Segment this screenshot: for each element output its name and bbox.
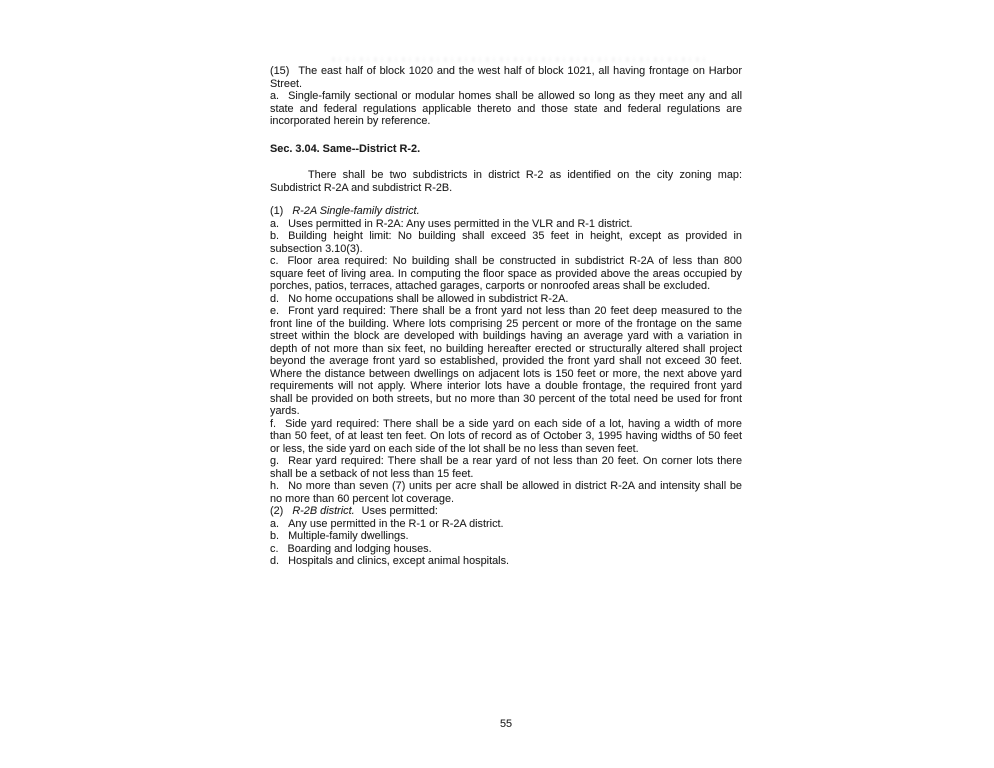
item-label: b. <box>270 530 280 542</box>
ordinance-item-2 <box>270 505 742 518</box>
item-text: Building height limit: No building shall exceed 35 feet in height, except as provided in subsection 3.10(3). <box>270 230 742 255</box>
item-text-italic: R-2B district. <box>292 505 355 517</box>
ordinance-item-2a <box>270 518 742 531</box>
item-text: Uses permitted in R-2A: Any uses permitted in the VLR and R-1 district. <box>288 217 633 230</box>
item-text: Rear yard required: There shall be a rear yard of not less than 20 feet. On corner lots there shall be a setback of not less than 15 feet. <box>270 455 742 480</box>
ordinance-item-1g <box>270 455 742 480</box>
item-text: Hospitals and clinics, except animal hospitals. <box>288 555 510 567</box>
ordinance-item-2b <box>270 530 742 543</box>
item-label: a. <box>270 217 280 230</box>
page-number: 55 <box>499 718 513 730</box>
ordinance-item-2d <box>270 555 742 568</box>
item-label: a. <box>270 90 280 102</box>
item-label: f. <box>270 417 277 430</box>
item-text-italic: R-2A Single-family district. <box>292 205 420 217</box>
item-text: Side yard required: There shall be a side yard on each side of a lot, having a width of more than 50 feet, of at least ten feet. On lots of record as of October 3, 1995 having widths of 50 feet or less, the side yard on each side of the lot shall be no less than seven feet. <box>270 417 742 455</box>
ordinance-item-1e <box>270 305 742 418</box>
item-label: a. <box>270 517 280 530</box>
ordinance-item-1b <box>270 230 742 255</box>
item-text: Front yard required: There shall be a front yard not less than 20 feet deep measured to the front line of the building. Where lots comprising 25 percent or more of the frontage on the same street within the block are developed with buildings having an average yard with a variation in depth of not more than six feet, no building hereafter erected or structurally altered shall project beyond the average front yard so established, provided the front yard shall not exceed 30 feet. Where the distance between dwellings on adjacent lots is 150 feet or more, the next above yard requirements will not apply. Where interior lots have a double frontage, the required front yard shall be provided on both streets, but no more than 30 percent of the total need be used for front yards. <box>270 305 742 417</box>
item-label: d. <box>270 555 280 567</box>
intro-paragraph: There shall be two subdistricts in district R-2 as identified on the city zoning map: Subdistrict R-2A and subdistrict R-2B. <box>270 169 742 194</box>
item-text: Multiple-family dwellings. <box>288 530 409 542</box>
section-heading: Sec. 3.04. Same--District R-2. <box>270 142 421 155</box>
item-label: b. <box>270 230 280 242</box>
ordinance-item-15a <box>270 90 742 128</box>
item-label: (1) <box>270 205 284 217</box>
item-text: No home occupations shall be allowed in subdistrict R-2A. <box>288 292 569 305</box>
ordinance-item-1h <box>270 480 742 505</box>
item-label: (2) <box>270 505 284 517</box>
item-text: Single-family sectional or modular homes shall be allowed so long as they meet any and all state and federal regulations applicable thereto and those state and federal regulations are incorporated herein by reference. <box>270 90 742 127</box>
document-content <box>270 65 742 568</box>
item-label: c. <box>270 542 279 555</box>
item-label: h. <box>270 480 280 492</box>
ordinance-item-1a <box>270 218 742 231</box>
item-label: c. <box>270 255 279 267</box>
ordinance-item-2c <box>270 543 742 556</box>
item-text: No more than seven (7) units per acre shall be allowed in district R-2A and intensity shall be no more than 60 percent lot coverage. <box>270 480 742 505</box>
scan-artifact <box>332 57 710 62</box>
item-label: e. <box>270 305 280 317</box>
ordinance-item-1c <box>270 255 742 293</box>
item-label: (15) <box>270 65 290 77</box>
ordinance-item-1f <box>270 418 742 456</box>
item-label: g. <box>270 455 280 467</box>
item-text: Uses permitted: <box>361 505 438 517</box>
item-text: Boarding and lodging houses. <box>287 542 432 555</box>
item-label: d. <box>270 292 280 305</box>
ordinance-item-1 <box>270 205 742 218</box>
item-text: Floor area required: No building shall be constructed in subdistrict R-2A of less than 800 square feet of living area. In computing the floor space as provided above the areas occupied by porches, patios, terraces, attached garages, carports or nonroofed areas shall be excluded. <box>270 255 742 292</box>
item-text: Any use permitted in the R-1 or R-2A district. <box>288 517 504 530</box>
ordinance-item-15 <box>270 65 742 90</box>
ordinance-item-1d <box>270 293 742 306</box>
item-text: The east half of block 1020 and the west half of block 1021, all having frontage on Harbor Street. <box>270 65 742 90</box>
